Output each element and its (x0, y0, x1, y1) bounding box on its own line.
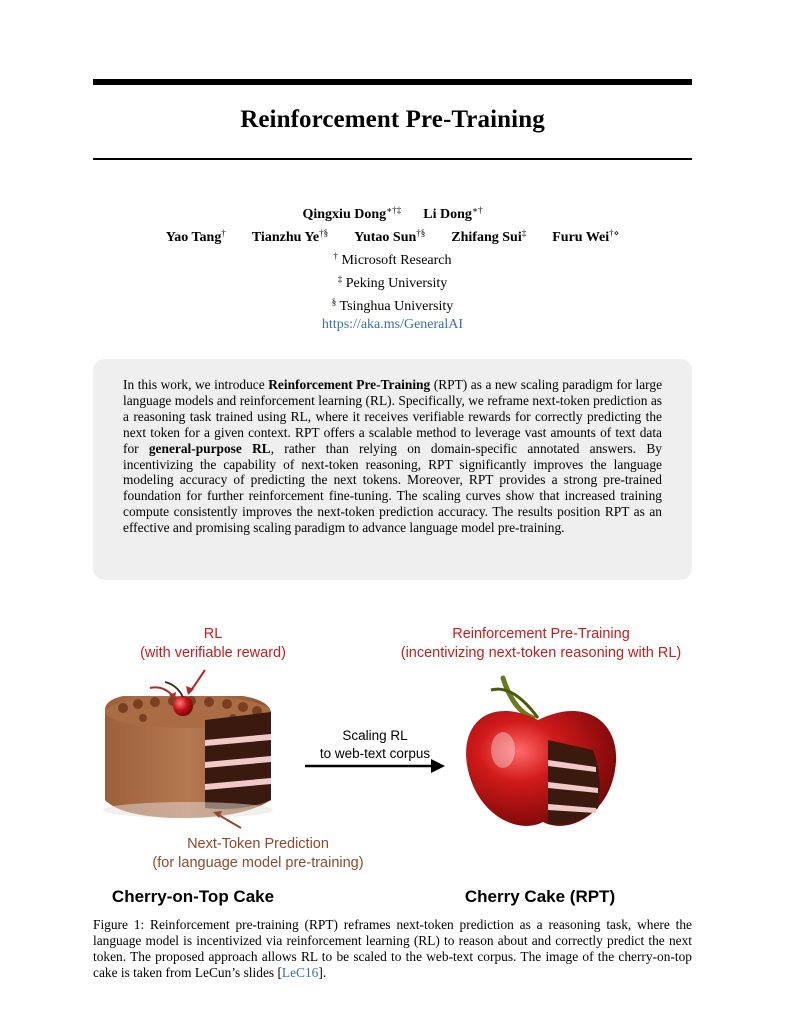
rl-label: RL (with verifiable reward) (140, 626, 286, 661)
org-link[interactable]: https://aka.ms/GeneralAI (321, 317, 464, 332)
author-block (93, 201, 692, 334)
affiliation: ‡ Peking University (337, 274, 448, 291)
cherry-cake-icon (466, 678, 616, 826)
next-token-label: Next-Token Prediction (for language model pre-training) (152, 836, 364, 871)
affiliation: † Microsoft Research (333, 251, 452, 268)
abstract-box: In this work, we introduce Reinforcement Pre-Training (RPT) as a new scaling paradigm for large language models and reinforcement learning (RL). Specifically, we reframe next-token prediction as a reasoning task trained using RL, where it receives verifiable rewards for correctly predicting the next token for a given context. RPT offers a scalable method to leverage vast amounts of text data for general-purpose RL, rather than relying on domain-specific annotated answers. By incentivizing the capability of next-token reasoning, RPT significantly improves the language modeling accuracy of predicting the next tokens. Moreover, RPT provides a strong pre-trained foundation for further reinforcement fine-tuning. The scaling curves show that increased training compute consistently improves the next-token prediction accuracy. The results position RPT as an effective and promising scaling paradigm to advance language model pre-training. (93, 359, 692, 580)
author: Yao Tang† (165, 228, 226, 245)
citation-link[interactable]: LeC16 (281, 965, 319, 980)
rpt-label: Reinforcement Pre-Training (incentivizing next-token reasoning with RL) (400, 626, 682, 661)
author: Tianzhu Ye†§ (251, 228, 329, 245)
cake-caption: Cherry-on-Top Cake (111, 887, 275, 906)
author: Qingxiu Dong∗†‡ (302, 205, 402, 222)
cherry-cake-caption: Cherry Cake (RPT) (464, 887, 616, 906)
author: Zhifang Sui‡ (451, 228, 527, 245)
author-row-2 (93, 224, 692, 247)
top-rule (93, 79, 692, 85)
chocolate-cake-icon (103, 682, 273, 818)
title-rule (93, 158, 692, 160)
author: Yutao Sun†§ (354, 228, 426, 245)
author: Furu Wei†⋄ (552, 228, 620, 245)
figure-caption: Figure 1: Reinforcement pre-training (RPT) reframes next-token prediction as a reasoning task, where the language model is incentivized via reinforcement learning (RL) to reason about and correctly predict the next token. The proposed approach allows RL to be scaled to the web-text corpus. The image of the cherry-on-top cake is taken from LeCun’s slides [LeC16]. (93, 917, 692, 980)
arrow-label: Scaling RL to web-text corpus (319, 728, 431, 761)
author-row-1 (93, 201, 692, 224)
paper-title: Reinforcement Pre-Training (240, 106, 545, 133)
figure-illustration (93, 600, 692, 840)
affiliation: § Tsinghua University (331, 297, 454, 314)
author: Li Dong∗† (423, 205, 483, 222)
